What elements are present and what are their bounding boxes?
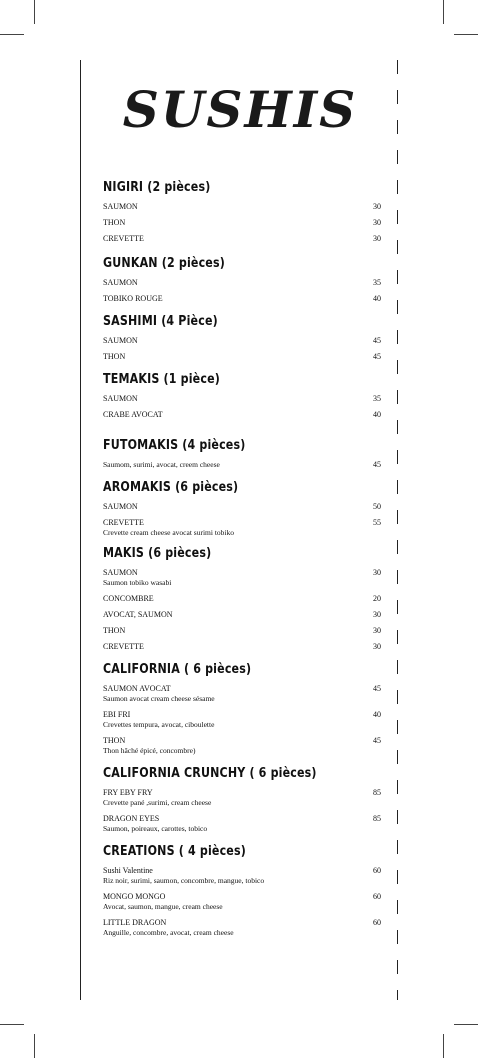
menu-item (103, 460, 381, 470)
item-name: MONGO MONGO (103, 892, 166, 901)
item-name: SAUMON AVOCAT (103, 684, 171, 693)
crop-mark (0, 34, 24, 35)
item-description: Saumon, poireaux, carottes, tobico (103, 824, 208, 833)
menu-item (103, 684, 381, 704)
menu-item (103, 410, 381, 420)
item-price: 30 (373, 610, 381, 619)
item-description: Avocat, saumon, mangue, cream cheese (103, 902, 223, 911)
item-name: SAUMON (103, 502, 138, 511)
item-price: 85 (373, 788, 381, 797)
item-name: THON (103, 736, 126, 745)
left-border-rule (80, 60, 81, 1000)
item-price: 50 (373, 502, 381, 511)
crop-mark (34, 1034, 35, 1058)
item-description: Crevette cream cheese avocat surimi tobiko (103, 528, 234, 537)
item-price: 30 (373, 234, 381, 243)
section-title: TEMAKIS (1 pièce) (103, 371, 220, 387)
item-name: AVOCAT, SAUMON (103, 610, 173, 619)
menu-item (103, 814, 381, 834)
menu-item (103, 568, 381, 588)
menu-section (103, 252, 381, 304)
menu-item (103, 788, 381, 808)
item-name: CONCOMBRE (103, 594, 154, 603)
section-title: AROMAKIS (6 pièces) (103, 479, 239, 495)
item-price: 20 (373, 594, 381, 603)
item-description: Saumon tobiko wasabi (103, 578, 172, 587)
menu-item (103, 594, 381, 604)
item-name: CRABE AVOCAT (103, 410, 163, 419)
item-name: TOBIKO ROUGE (103, 294, 163, 303)
section-title: FUTOMAKIS (4 pièces) (103, 437, 246, 453)
item-name: THON (103, 218, 126, 227)
menu-item (103, 352, 381, 362)
item-price: 30 (373, 218, 381, 227)
right-border-rule (397, 60, 398, 1000)
item-price: 40 (373, 294, 381, 303)
menu-item (103, 218, 381, 228)
svg-text:SUSHIS: SUSHIS (122, 80, 358, 139)
item-price: 45 (373, 336, 381, 345)
menu-section (103, 542, 381, 652)
item-name: THON (103, 352, 126, 361)
menu-item (103, 736, 381, 756)
section-title: CALIFORNIA ( 6 pièces) (103, 661, 252, 677)
item-price: 45 (373, 736, 381, 745)
crop-mark (443, 0, 444, 24)
item-price: 40 (373, 710, 381, 719)
menu-item (103, 710, 381, 730)
item-description: Thon hâché épicé, concombre) (103, 746, 196, 755)
item-name: LITTLE DRAGON (103, 918, 167, 927)
menu-item (103, 892, 381, 912)
item-description: Saumon avocat cream cheese sésame (103, 694, 215, 703)
item-price: 45 (373, 460, 381, 469)
menu-item (103, 642, 381, 652)
item-name: CREVETTE (103, 234, 144, 243)
item-price: 60 (373, 918, 381, 927)
section-title: CALIFORNIA CRUNCHY ( 6 pièces) (103, 765, 317, 781)
item-description: Riz noir, surimi, saumon, concombre, mangue, tobico (103, 876, 265, 885)
page-title-logo (122, 75, 358, 145)
menu-item (103, 294, 381, 304)
menu-item (103, 918, 381, 938)
item-name: FRY EBY FRY (103, 788, 153, 797)
item-name: SAUMON (103, 568, 138, 577)
crop-mark (454, 1024, 478, 1025)
item-name: Sushi Valentine (103, 866, 153, 875)
item-name: SAUMON (103, 336, 138, 345)
item-description: Crevette pané ,surimi, cream cheese (103, 798, 212, 807)
menu-section (103, 658, 381, 756)
item-price: 85 (373, 814, 381, 823)
section-title: MAKIS (6 pièces) (103, 545, 212, 561)
item-price: 40 (373, 410, 381, 419)
crop-mark (454, 34, 478, 35)
item-price: 30 (373, 626, 381, 635)
menu-list (103, 176, 381, 938)
section-title: NIGIRI (2 pièces) (103, 179, 211, 195)
crop-mark (0, 1024, 24, 1025)
menu-item (103, 626, 381, 636)
item-name: SAUMON (103, 394, 138, 403)
item-name: SAUMON (103, 202, 138, 211)
menu-item (103, 502, 381, 512)
item-price: 30 (373, 568, 381, 577)
crop-mark (34, 0, 35, 24)
item-name: THON (103, 626, 126, 635)
item-price: 45 (373, 352, 381, 361)
menu-section (103, 434, 381, 470)
crop-mark (443, 1034, 444, 1058)
section-title: GUNKAN (2 pièces) (103, 255, 225, 271)
section-title: SASHIMI (4 Pièce) (103, 313, 218, 329)
item-price: 55 (373, 518, 381, 527)
menu-section (103, 840, 381, 938)
item-name: CREVETTE (103, 518, 144, 527)
item-price: 35 (373, 278, 381, 287)
menu-item (103, 610, 381, 620)
menu-item (103, 234, 381, 244)
section-title: CREATIONS ( 4 pièces) (103, 843, 246, 859)
item-description: Crevettes tempura, avocat, ciboulette (103, 720, 215, 729)
menu-item (103, 202, 381, 212)
item-name: DRAGON EYES (103, 814, 160, 823)
menu-section (103, 176, 381, 244)
menu-section (103, 368, 381, 420)
item-name: EBI FRI (103, 710, 131, 719)
menu-item (103, 866, 381, 886)
menu-section (103, 310, 381, 362)
item-price: 30 (373, 642, 381, 651)
menu-item (103, 518, 381, 538)
item-description: Saumom, surimi, avocat, creem cheese (103, 460, 220, 469)
item-price: 60 (373, 892, 381, 901)
item-price: 45 (373, 684, 381, 693)
menu-item (103, 278, 381, 288)
menu-section (103, 476, 381, 538)
item-name: SAUMON (103, 278, 138, 287)
item-name: CREVETTE (103, 642, 144, 651)
item-price: 30 (373, 202, 381, 211)
item-price: 60 (373, 866, 381, 875)
menu-item (103, 394, 381, 404)
menu-section (103, 762, 381, 834)
item-description: Anguille, concombre, avocat, cream cheese (103, 928, 234, 937)
menu-item (103, 336, 381, 346)
item-price: 35 (373, 394, 381, 403)
